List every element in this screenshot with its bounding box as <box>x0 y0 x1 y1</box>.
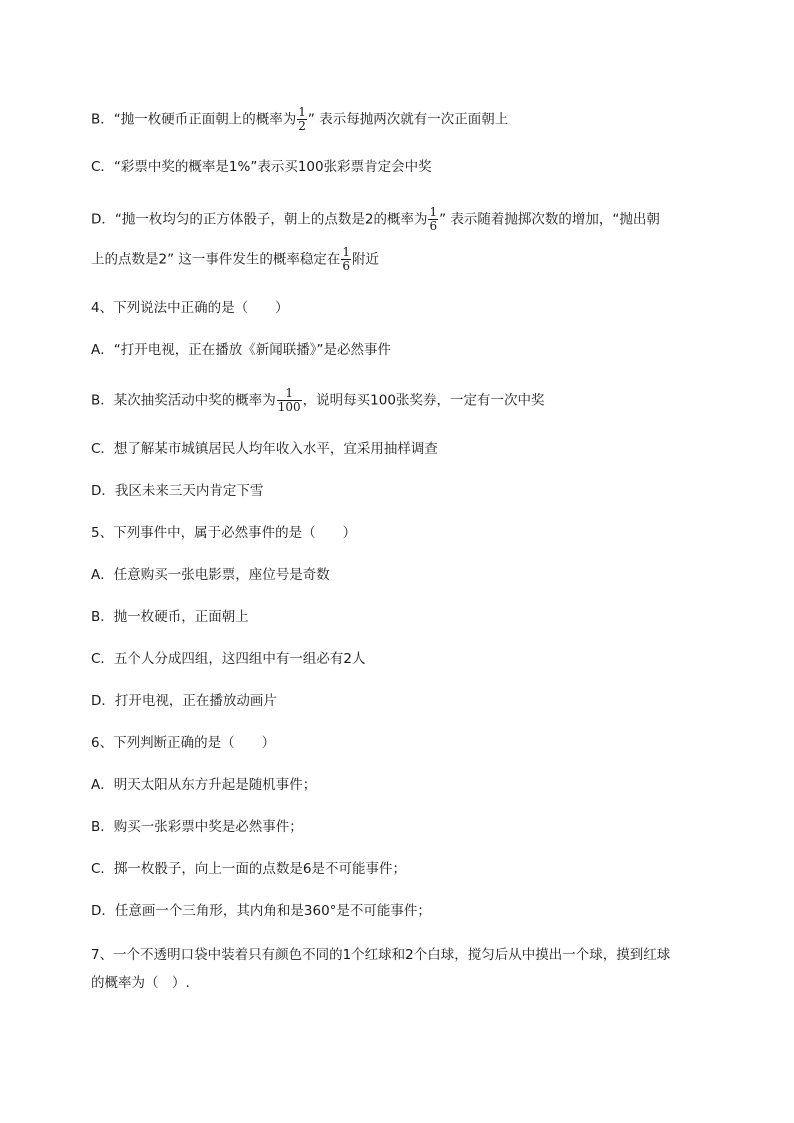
q3-option-d2-text-pre: 上的点数是2” 这一事件发生的概率稳定在 <box>91 251 341 268</box>
q5-option-a: A．任意购买一张电影票，座位号是奇数 <box>91 567 330 583</box>
fraction-one-sixth <box>428 206 438 233</box>
q3-option-b <box>91 106 508 133</box>
q3-option-d-line2 <box>91 246 379 273</box>
fraction-numerator: 1 <box>285 386 294 400</box>
q3-option-d-text-post: ” 表示随着抛掷次数的增加，“抛出朝 <box>439 211 660 228</box>
q5-option-b: B．抛一枚硬币，正面朝上 <box>91 609 249 625</box>
q7-stem-line1: 7、一个不透明口袋中装着只有颜色不同的1个红球和2个白球，搅匀后从中摸出一个球，摸到红球 <box>91 947 671 963</box>
q4-option-a: A．“打开电视，正在播放《新闻联播》”是必然事件 <box>91 342 391 358</box>
q3-option-b-text-post: ” 表示每抛两次就有一次正面朝上 <box>307 111 509 128</box>
fraction-denominator: 2 <box>298 119 306 133</box>
fraction-denominator: 6 <box>342 259 351 273</box>
q3-option-d2-text-post: 附近 <box>352 251 380 268</box>
fraction-one-sixth <box>341 246 351 273</box>
q4-option-c: C．想了解某市城镇居民人均年收入水平，宜采用抽样调查 <box>91 441 438 457</box>
q4-option-d: D．我区未来三天内肯定下雪 <box>91 483 264 499</box>
q3-option-b-text-pre: B．“抛一枚硬币正面朝上的概率为 <box>91 111 297 128</box>
fraction-numerator: 1 <box>298 105 306 119</box>
q6-option-c: C．掷一枚骰子，向上一面的点数是6是不可能事件； <box>91 861 407 877</box>
q3-option-d-text-pre: D．“抛一枚均匀的正方体骰子，朝上的点数是2的概率为 <box>91 211 428 228</box>
fraction-numerator: 1 <box>429 205 438 219</box>
q6-option-d: D．任意画一个三角形，其内角和是360°是不可能事件； <box>91 903 431 919</box>
q4-option-b-text-post: ，说明每买100张奖券，一定有一次中奖 <box>302 392 545 409</box>
q5-option-c: C．五个人分成四组，这四组中有一组必有2人 <box>91 651 366 667</box>
q4-option-b <box>91 387 544 414</box>
q4-option-b-text-pre: B．某次抽奖活动中奖的概率为 <box>91 392 276 409</box>
q5-stem: 5、下列事件中，属于必然事件的是（ ） <box>91 525 357 541</box>
q3-option-d-line1 <box>91 206 660 233</box>
fraction-one-half <box>297 106 307 133</box>
fraction-denominator: 6 <box>429 219 438 233</box>
fraction-one-hundredth <box>277 387 302 414</box>
fraction-numerator: 1 <box>342 245 351 259</box>
q3-option-c: C．“彩票中奖的概率是1%”表示买100张彩票肯定会中奖 <box>91 159 432 175</box>
q6-option-a: A．明天太阳从东方升起是随机事件； <box>91 777 317 793</box>
q6-option-b: B．购买一张彩票中奖是必然事件； <box>91 819 303 835</box>
q4-stem: 4、下列说法中正确的是（ ） <box>91 300 289 316</box>
q7-stem-line2: 的概率为（ ）. <box>91 975 190 991</box>
q5-option-d: D．打开电视，正在播放动画片 <box>91 693 277 709</box>
fraction-denominator: 100 <box>277 400 301 414</box>
q6-stem: 6、下列判断正确的是（ ） <box>91 735 276 751</box>
